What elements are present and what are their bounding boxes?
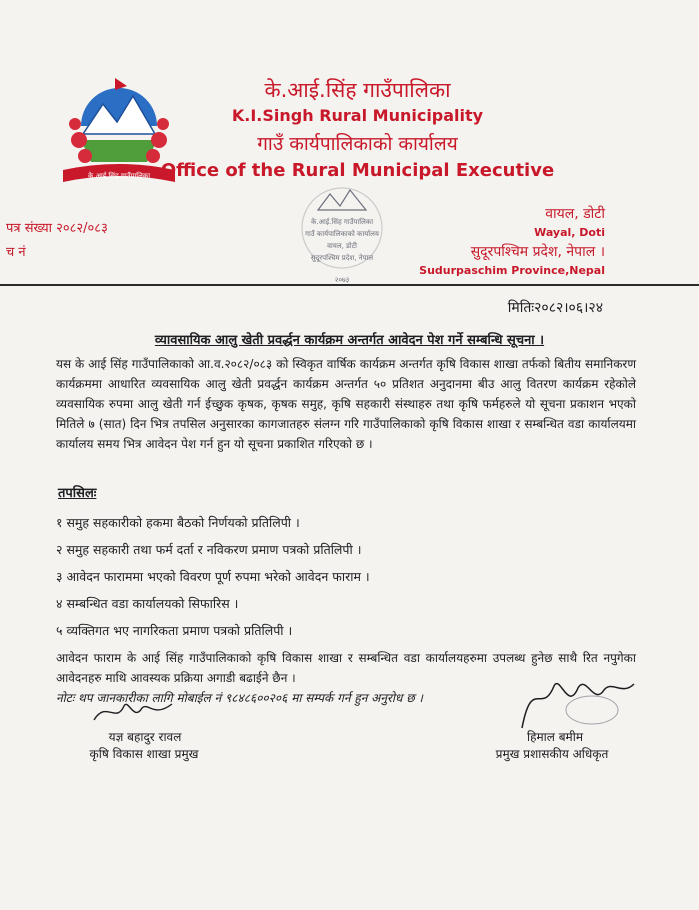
office-name-np: गाउँ कार्यपालिकाको कार्यालय [257,133,458,155]
seal-line-4: सुदूरपश्चिम प्रदेश, नेपाल [310,254,374,262]
address-en: Wayal, Doti [534,226,605,239]
seal-line-2: गाउँ कार्यपालिकाको कार्यालय [305,230,379,238]
requirement-item: ५ व्यक्तिगत भए नागरिकता प्रमाण पत्रको प्रतिलिपी । [56,623,293,638]
requirement-item: १ समुह सहकारीको हकमा बैठको निर्णयको प्रतिलिपी । [56,515,300,530]
requirement-item: ३ आवेदन फाराममा भएको विवरण पूर्ण रुपमा भरेको आवेदन फाराम । [56,569,370,584]
letter-number: पत्र संख्या २०८२/०८३ [6,221,108,236]
notice-body-paragraph: यस के आई सिंह गाउँपालिकाको आ.व.२०८२/०८३ को स्विकृत वार्षिक कार्यक्रम अन्तर्गत कृषि विकास शाखा तर्फको बितीय समानिकरण कार्यक्रममा आधारित व्यवसायिक आलु खेती प्रवर्द्धन कार्यक्रम अन्तर्गत ५० प्रतिशत अनुदानमा बीउ आलु वितरण कार्यक्रम रहेकोले व्यवसायिक रुपमा आलु खेती गर्न ईच्छुक कृषक, कृषक समुह, कृषि सहकारी संस्थाहरु तथा कृषि फर्महरुले यो सूचना प्रकाशन भएको मितिले ७ (सात) दिन भित्र तपसिल अनुसारका कागजातहरु संलग्न गरि गाउँपालिकाको कृषि विकास शाखा र सम्बन्धित वडा कार्यालयमा कार्यालय समय भित्र आवेदन पेश गर्न हुन यो सूचना प्रकाशित गरिएको छ । [56,357,636,451]
signature-left-icon [88,694,178,730]
contact-note: नोटः थप जानकारीका लागि मोबाईल नं ९८४८६००२०६ मा सम्पर्क गर्न हुन अनुरोध छ । [56,691,423,705]
requirement-item: २ समुह सहकारी तथा फर्म दर्ता र नविकरण प्रमाण पत्रको प्रतिलिपी । [56,542,362,557]
closing-paragraph: आवेदन फाराम के आई सिंह गाउँपालिकाको कृषि विकास शाखा र सम्बन्धित वडा कार्यालयहरुमा उपलब्ध हुनेछ साथै रित नपुगेका आवेदनहरु माथि आवस्यक प्रक्रिया अगाडी बढाईने छैन । [56,651,636,685]
requirement-item: ४ सम्बन्धित वडा कार्यालयको सिफारिस । [56,596,239,611]
address-np: वायल, डोटी [545,206,605,222]
notice-subject: व्यावसायिक आलु खेती प्रवर्द्धन कार्यक्रम अन्तर्गत आवेदन पेश गर्ने सम्बन्धि सूचना । [154,333,545,348]
signature-right-icon [512,666,642,736]
province-np: सुदूरपश्चिम प्रदेश, नेपाल । [470,244,605,260]
municipality-name-en: K.I.Singh Rural Municipality [231,106,484,125]
header-divider [0,284,699,286]
emblem-banner-text: के.आई.सिंह गाउँपालिका [87,172,151,180]
seal-line-1: के.आई.सिंह गाउँपालिका [310,218,374,226]
municipality-name-np: के.आई.सिंह गाउँपालिका [264,78,451,102]
signatory-right-name: हिमाल बमीम [526,730,584,744]
signatory-right-title: प्रमुख प्रशासकीय अधिकृत [495,747,609,761]
province-en: Sudurpaschim Province,Nepal [419,264,605,277]
seal-year: २०७३ [334,276,350,284]
office-seal-icon [296,180,388,288]
tapasil-heading: तपसिलः [58,486,97,501]
signatory-left-name: यज्ञ बहादुर रावल [108,730,182,744]
dispatch-number: च नं [6,245,26,260]
letter-date: मितिः२०८२।०६।२४ [507,300,603,316]
signatory-left-title: कृषि विकास शाखा प्रमुख [89,747,199,761]
seal-line-3: वायल, डोटी [327,242,357,250]
office-name-en: Office of the Rural Municipal Executive [160,160,555,181]
